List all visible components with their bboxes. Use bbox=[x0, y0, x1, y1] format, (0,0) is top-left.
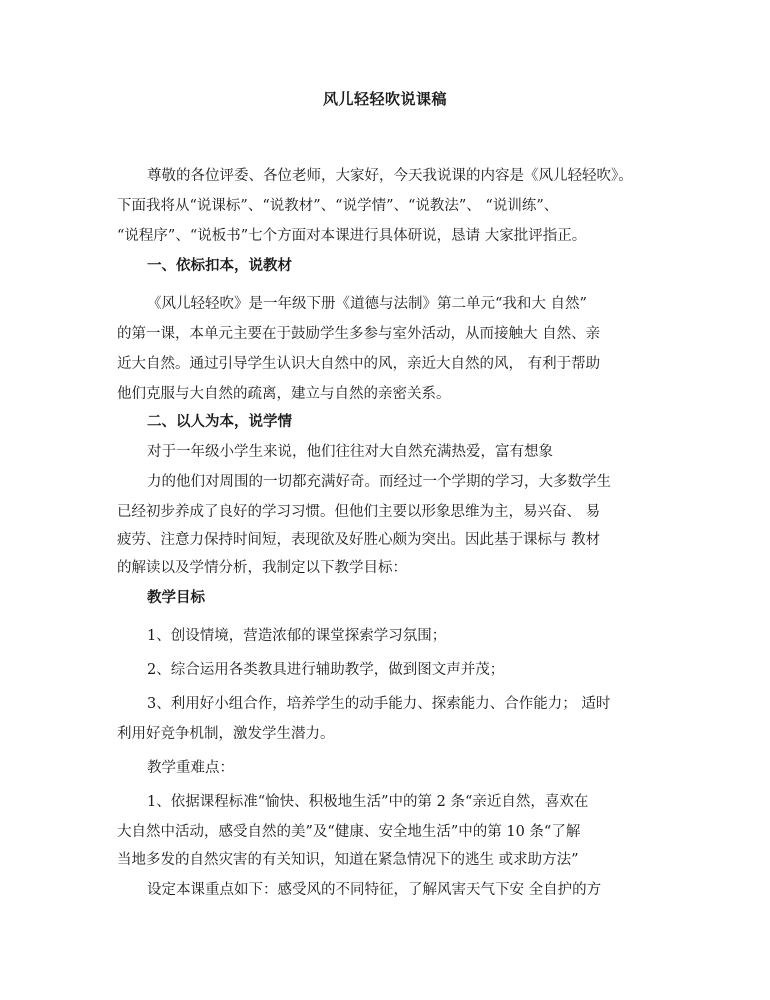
paragraph-line: 力的他们对周围的一切都充满好奇。而经过一个学期的学习，大多数学生 bbox=[147, 474, 611, 490]
paragraph-line: 《风儿轻轻吹》是一年级下册《道德与法制》第二单元“我和大 自然” bbox=[147, 296, 587, 312]
paragraph-line: 当地多发的自然灾害的有关知识，知道在紧急情况下的逃生 或求助方法” bbox=[117, 852, 579, 868]
paragraph-line: 尊敬的各位评委、各位老师，大家好，今天我说课的内容是《风儿轻轻吹》。 bbox=[147, 168, 633, 184]
list-item: 2、综合运用各类教具进行辅助教学，做到图文声并茂； bbox=[147, 662, 505, 678]
paragraph-line: 1、依据课程标准“愉快、积极地生活”中的第 2 条“亲近自然，喜欢在 bbox=[147, 794, 589, 810]
list-item: 3、利用好小组合作，培养学生的动手能力、探索能力、合作能力； 适时 bbox=[147, 696, 611, 712]
paragraph-line: 对于一年级小学生来说，他们往往对大自然充满热爱，富有想象 bbox=[147, 444, 553, 460]
list-item-continuation: 利用好竞争机制，激发学生潜力。 bbox=[117, 726, 335, 742]
paragraph-line: 大自然中活动，感受自然的美”及“健康、安全地生活”中的第 10 条“了解 bbox=[117, 824, 581, 840]
paragraph-line: 已经初步养成了良好的学习习惯。但他们主要以形象思维为主，易兴奋、 易 bbox=[117, 504, 601, 520]
paragraph-line: “说程序”、“说板书”七个方面对本课进行具体研说，恳请 大家批评指正。 bbox=[117, 228, 587, 244]
section-heading: 一、依标扣本，说教材 bbox=[147, 257, 292, 274]
paragraph-line: 下面我将从“说课标”、“说教材”、“说学情”、“说教法”、 “说训练”、 bbox=[117, 198, 559, 214]
document-title: 风儿轻轻吹说课稿 bbox=[322, 90, 447, 108]
subsection-heading: 教学目标 bbox=[147, 589, 205, 606]
list-item: 1、创设情境，营造浓郁的课堂探索学习氛围； bbox=[147, 628, 447, 644]
paragraph-line: 的第一课，本单元主要在于鼓励学生多参与室外活动，从而接触大 自然、亲 bbox=[117, 326, 601, 342]
paragraph-line: 近大自然。通过引导学生认识大自然中的风，亲近大自然的风， 有利于帮助 bbox=[117, 356, 601, 372]
paragraph-line: 设定本课重点如下：感受风的不同特征，了解风害天气下安 全自护的方 bbox=[147, 882, 602, 898]
paragraph-line: 的解读以及学情分析，我制定以下教学目标： bbox=[117, 560, 407, 576]
section-heading: 二、以人为本，说学情 bbox=[147, 413, 292, 430]
subsection-heading: 教学重难点： bbox=[147, 760, 234, 776]
paragraph-line: 他们克服与大自然的疏离，建立与自然的亲密关系。 bbox=[117, 386, 451, 402]
paragraph-line: 疲劳、注意力保持时间短，表现欲及好胜心颇为突出。因此基于课标与 教材 bbox=[117, 532, 601, 548]
